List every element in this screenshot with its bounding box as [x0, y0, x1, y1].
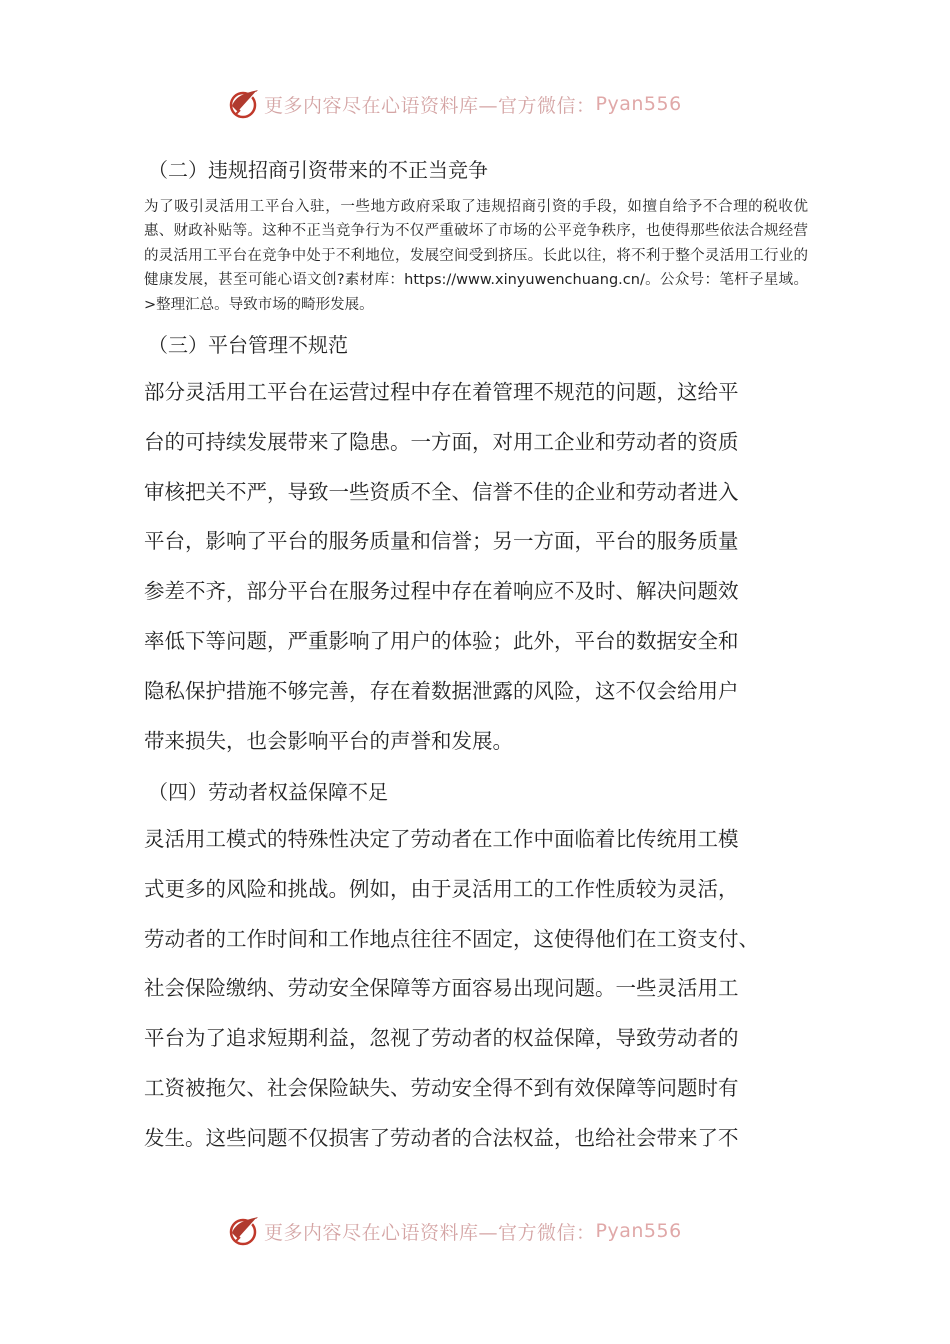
quill-logo-icon	[226, 1213, 262, 1249]
paragraph-line: 劳动者的工作时间和工作地点往往不固定，这使得他们在工资支付、	[144, 926, 759, 951]
banner-text: 更多内容尽在心语资料库—官方微信：	[264, 94, 596, 117]
paragraph-line: 参差不齐，部分平台在服务过程中存在着响应不及时、解决问题效	[144, 579, 739, 604]
banner-wechat-id: Pyan556	[595, 93, 682, 115]
footer-banner	[0, 1211, 950, 1251]
section2-paragraph: 为了吸引灵活用工平台入驻，一些地方政府采取了违规招商引资的手段，如擅自给予不合理的税收优惠、财政补贴等。这种不正当竞争行为不仅严重破坏了市场的公平竞争秩序，也使得那些依法合规经营的灵活用工平台在竞争中处于不利地位，发展空间受到挤压。长此以往，将不利于整个灵活用工行业的健康发展，甚至可能心语文创?素材库：https://www.xinyuwenchuang.cn/。公众号：笔杆子星域。>整理汇总。导致市场的畸形发展。	[144, 199, 808, 313]
paragraph-line: 审核把关不严，导致一些资质不全、信誉不佳的企业和劳动者进入	[144, 479, 739, 504]
banner-wechat-id: Pyan556	[595, 1220, 682, 1242]
paragraph-line: 率低下等问题，严重影响了用户的体验；此外，平台的数据安全和	[144, 628, 739, 653]
paragraph-line: 平台，影响了平台的服务质量和信誉；另一方面，平台的服务质量	[144, 529, 739, 554]
header-banner	[0, 84, 950, 124]
paragraph-line: 带来损失，也会影响平台的声誉和发展。	[144, 728, 513, 753]
paragraph-line: 工资被拖欠、社会保险缺失、劳动安全得不到有效保障等问题时有	[144, 1075, 739, 1100]
banner-text: 更多内容尽在心语资料库—官方微信：	[264, 1221, 596, 1244]
section4-heading: （四）劳动者权益保障不足	[148, 780, 388, 804]
section3-heading: （三）平台管理不规范	[148, 333, 348, 357]
paragraph-line: 隐私保护措施不够完善，存在着数据泄露的风险，这不仅会给用户	[144, 678, 739, 703]
paragraph-line: 式更多的风险和挑战。例如，由于灵活用工的工作性质较为灵活，	[144, 876, 739, 901]
paragraph-line: 社会保险缴纳、劳动安全保障等方面容易出现问题。一些灵活用工	[144, 976, 739, 1001]
paragraph-line: 平台为了追求短期利益，忽视了劳动者的权益保障，导致劳动者的	[144, 1026, 739, 1051]
section3-paragraph	[144, 368, 808, 766]
section2-heading: （二）违规招商引资带来的不正当竞争	[148, 158, 488, 182]
paragraph-line: 发生。这些问题不仅损害了劳动者的合法权益，也给社会带来了不	[144, 1125, 739, 1150]
paragraph-line: 台的可持续发展带来了隐患。一方面，对用工企业和劳动者的资质	[144, 429, 739, 454]
paragraph-line: 部分灵活用工平台在运营过程中存在着管理不规范的问题，这给平	[144, 380, 739, 404]
section4-paragraph	[144, 815, 808, 1164]
quill-logo-icon	[226, 86, 262, 122]
paragraph-line: 灵活用工模式的特殊性决定了劳动者在工作中面临着比传统用工模	[144, 827, 739, 851]
